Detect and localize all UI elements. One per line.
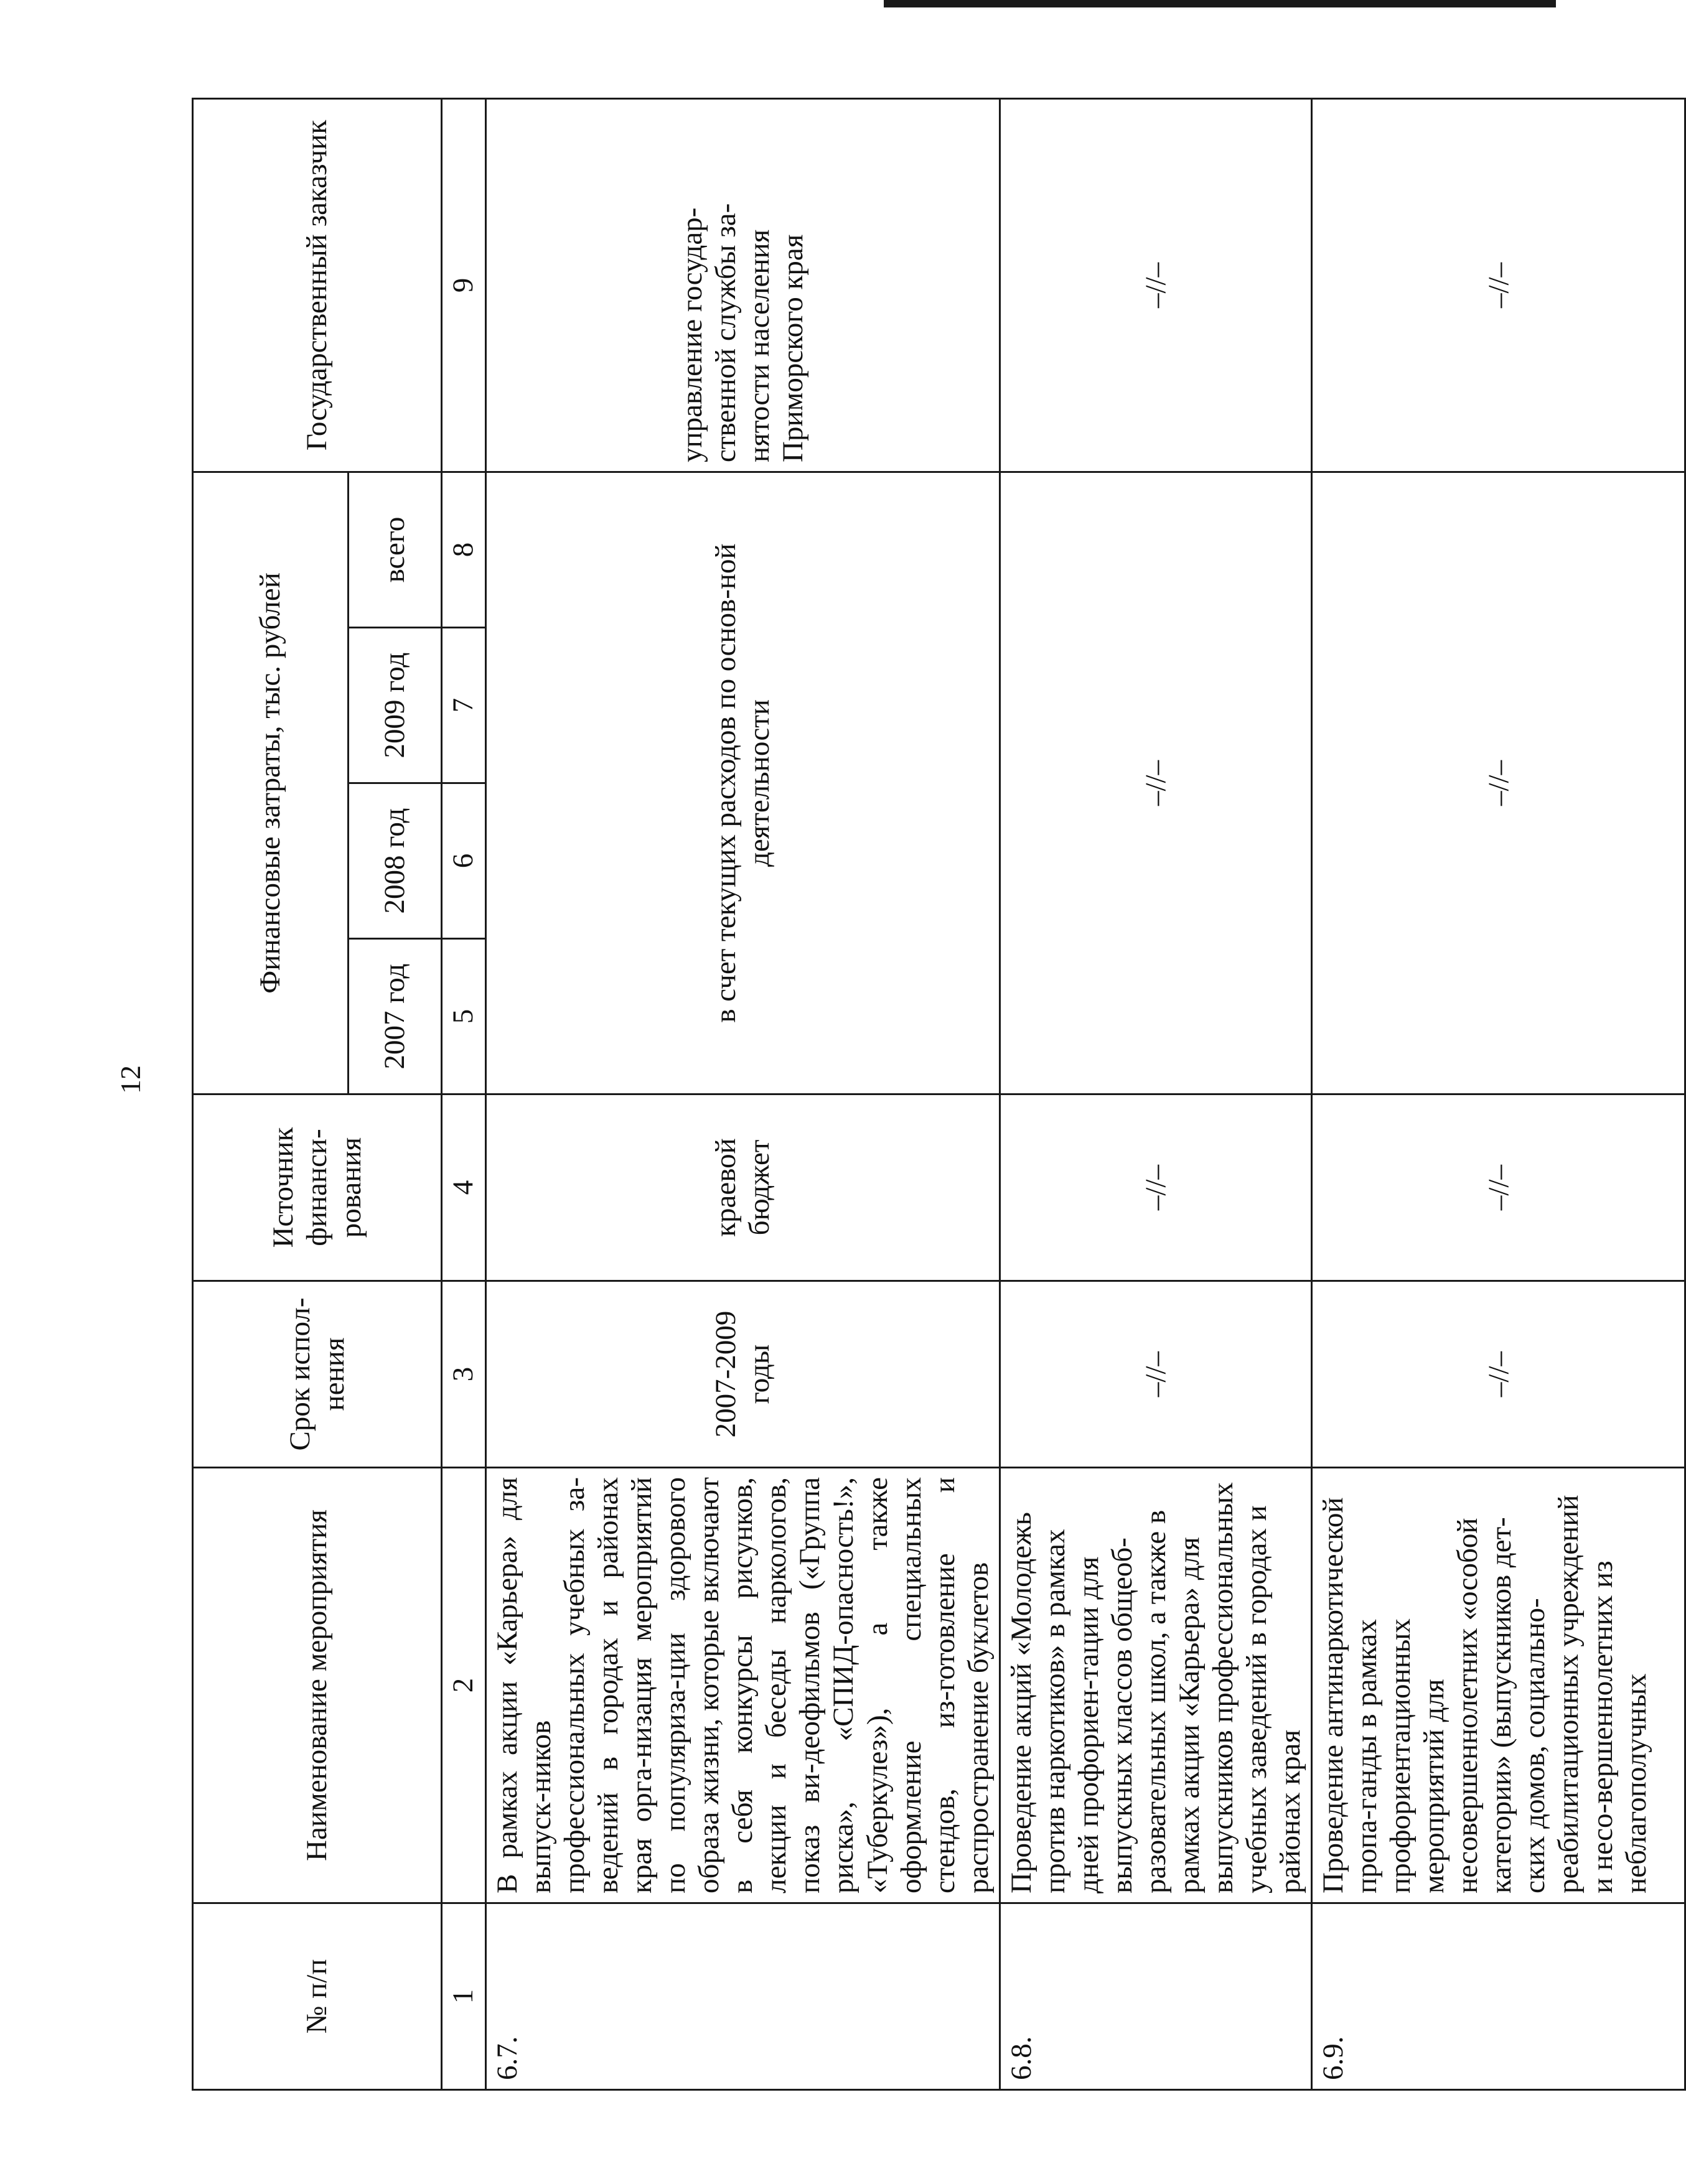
header-customer: Государственный заказчик [193, 98, 442, 472]
financial-costs: –//– [1312, 472, 1685, 1094]
column-number: 2 [442, 1468, 486, 1903]
column-number: 4 [442, 1094, 486, 1281]
funding-source: –//– [1312, 1094, 1685, 1281]
table-row [486, 98, 1000, 2089]
execution-term: –//– [1000, 1281, 1311, 1468]
header-num: № п/п [193, 1903, 442, 2090]
activity-name: В рамках акции «Карьера» для выпуск-ников профессиональных учебных за-ведений в городах и районах края орга-низация мероприятий по популяриза-ции здорового образа жизни, которые включают в себя конкурсы рисунков, лекции и беседы наркологов, показ ви-деофильмов («Группа риска», «СПИД-опасность!», «Туберкулез»), а также оформление специальных стендов, из-готовление и распространение буклетов [486, 1468, 1000, 1903]
header-2008: 2008 год [349, 783, 442, 939]
column-number: 3 [442, 1281, 486, 1468]
execution-term: 2007-2009 годы [486, 1281, 1000, 1468]
page-number: 12 [115, 1065, 146, 1094]
state-customer: –//– [1312, 98, 1685, 472]
header-term: Срок испол-нения [193, 1281, 442, 1468]
funding-source: краевой бюджет [486, 1094, 1000, 1281]
table-row [1312, 98, 1685, 2089]
funding-source: –//– [1000, 1094, 1311, 1281]
column-number: 9 [442, 98, 486, 472]
header-source: Источник финанси-рования [193, 1094, 442, 1281]
column-number: 5 [442, 939, 486, 1094]
financial-costs: в счет текущих расходов по основ-ной деятельности [486, 472, 1000, 1094]
header-2007: 2007 год [349, 939, 442, 1094]
execution-term: –//– [1312, 1281, 1685, 1468]
column-number: 6 [442, 783, 486, 939]
column-number: 1 [442, 1903, 486, 2090]
header-2009: 2009 год [349, 628, 442, 783]
state-customer: управление государ-ственной службы за-нятости населения Приморского края [486, 98, 1000, 472]
row-number: 6.7. [486, 1903, 1000, 2090]
program-table [192, 98, 1686, 2091]
financial-costs: –//– [1000, 472, 1311, 1094]
state-customer: –//– [1000, 98, 1311, 472]
activity-name: Проведение акций «Молодежь против наркотиков» в рамках дней профориен-тации для выпускных классов общеоб-разовательных школ, а также в рамках акции «Карьера» для выпускников профессиональных учебных заведений в городах и районах края [1000, 1468, 1311, 1903]
row-number: 6.9. [1312, 1903, 1685, 2090]
rotated-page [192, 100, 1652, 2091]
activity-name: Проведение антинаркотической пропа-ганды в рамках профориентационных мероприятий для несовершеннолетних «особой категории» (выпускников дет-ских домов, социально-реабилитационных учреждений и несо-вершеннолетних из неблагополучных [1312, 1468, 1685, 1903]
header-total: всего [349, 472, 442, 627]
scan-edge-line [884, 0, 1556, 7]
header-costs: Финансовые затраты, тыс. рублей [193, 472, 349, 1094]
column-number: 8 [442, 472, 486, 627]
table-row [1000, 98, 1311, 2089]
column-number: 7 [442, 628, 486, 783]
row-number: 6.8. [1000, 1903, 1311, 2090]
header-name: Наименование мероприятия [193, 1468, 442, 1903]
